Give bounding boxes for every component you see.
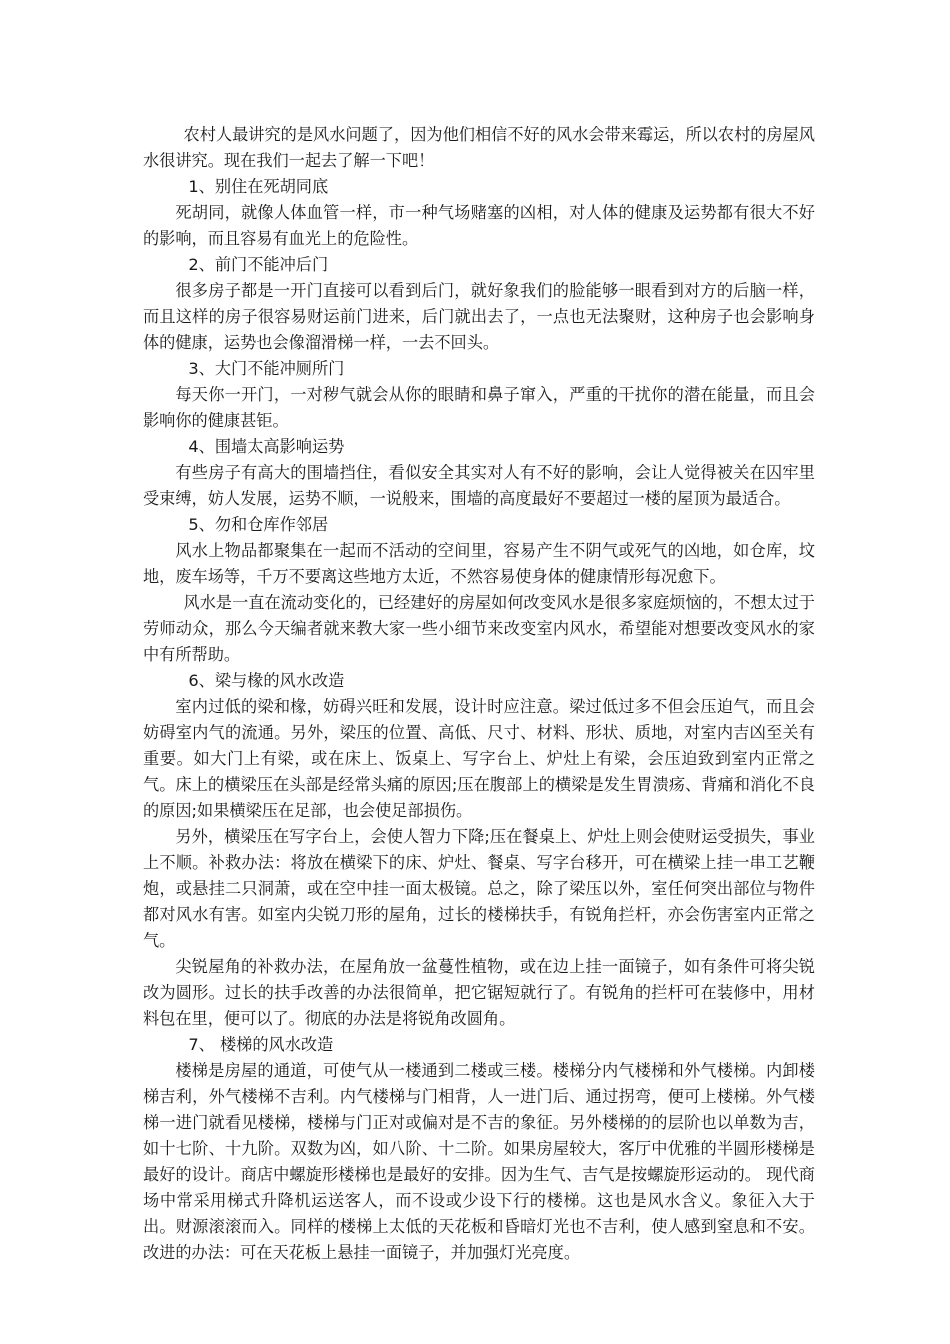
section-heading-3: 3、大门不能冲厕所门 xyxy=(188,359,345,378)
section-paragraph-4: 有些房子有高大的围墙挡住，看似安全其实对人有不好的影响，会让人觉得被关在囚牢里受束缚，妨人发展，运势不顺，一说般来，围墙的高度最好不要超过一楼的屋顶为最适合。 xyxy=(143,463,815,508)
section-heading-6: 6、梁与椽的风水改造 xyxy=(188,671,345,690)
section-paragraph-6c: 尖锐屋角的补救办法，在屋角放一盆蔓性植物，或在边上挂一面镜子，如有条件可将尖锐改为圆形。过长的扶手改善的办法很简单，把它锯短就行了。有锐角的拦杆可在装修中，用材料包在里，便可以了。彻底的办法是将锐角改圆角。 xyxy=(143,957,815,1028)
intro-paragraph: 农村人最讲究的是风水问题了，因为他们相信不好的风水会带来霉运，所以农村的房屋风水很讲究。现在我们一起去了解一下吧！ xyxy=(143,125,815,170)
section-paragraph-7: 楼梯是房屋的通道，可使气从一楼通到二楼或三楼。楼梯分内气楼梯和外气楼梯。内卸楼梯吉利，外气楼梯不吉利。内气楼梯与门相背，人一进门后、通过拐弯，便可上楼梯。外气楼梯一进门就看见楼梯，楼梯与门正对或偏对是不吉的象征。另外楼梯的的层阶也以单数为吉，如十七阶、十九阶。双数为凶，如八阶、十二阶。如果房屋较大，客厅中优雅的半圆形楼梯是最好的设计。商店中螺旋形楼梯也是最好的安排。因为生气、吉气是按螺旋形运动的。 现代商场中常采用梯式升降机运送客人，而不设或少设下行的楼梯。这也是风水含义。象征入大于出。财源滚滚而入。同样的楼梯上太低的天花板和昏暗灯光也不吉利，使人感到窒息和不安。改进的办法：可在天花板上悬挂一面镜子，并加强灯光亮度。 xyxy=(143,1061,815,1262)
section-paragraph-2: 很多房子都是一开门直接可以看到后门，就好象我们的脸能够一眼看到对方的后脑一样，而且这样的房子很容易财运前门进来，后门就出去了，一点也无法聚财，这种房子也会影响身体的健康，运势也会像溜滑梯一样，一去不回头。 xyxy=(143,281,815,352)
section-paragraph-3: 每天你一开门，一对秽气就会从你的眼睛和鼻子窜入，严重的干扰你的潜在能量，而且会影响你的健康甚钜。 xyxy=(143,385,815,430)
transition-paragraph: 风水是一直在流动变化的，已经建好的房屋如何改变风水是很多家庭烦恼的，不想太过于劳师动众，那么今天编者就来教大家一些小细节来改变室内风水，希望能对想要改变风水的家中有所帮助。 xyxy=(143,593,815,664)
section-heading-7: 7、 楼梯的风水改造 xyxy=(188,1035,334,1054)
section-heading-2: 2、前门不能冲后门 xyxy=(188,255,329,274)
section-paragraph-6a: 室内过低的梁和椽，妨碍兴旺和发展，设计时应注意。梁过低过多不但会压迫气，而且会妨碍室内气的流通。另外，梁压的位置、高低、尺寸、材料、形状、质地，对室内吉凶至关有重要。如大门上有梁，或在床上、饭桌上、写字台上、炉灶上有梁，会压迫致到室内正常之气。床上的横梁压在头部是经常头痛的原因;压在腹部上的横梁是发生胃溃疡、背痛和消化不良的原因;如果横梁压在足部，也会使足部损伤。 xyxy=(143,697,815,820)
document-body xyxy=(143,122,815,1266)
section-heading-1: 1、别住在死胡同底 xyxy=(188,177,329,196)
section-paragraph-1: 死胡同，就像人体血管一样，市一种气场赌塞的凶相，对人体的健康及运势都有很大不好的影响，而且容易有血光上的危险性。 xyxy=(143,203,815,248)
section-paragraph-6b: 另外，横梁压在写字台上，会使人智力下降;压在餐桌上、炉灶上则会使财运受损失，事业上不顺。补救办法：将放在横梁下的床、炉灶、餐桌、写字台移开，可在横梁上挂一串工艺鞭炮，或悬挂二只洞萧，或在空中挂一面太极镜。总之，除了梁压以外，室任何突出部位与物件都对风水有害。如室内尖锐刀形的屋角，过长的楼梯扶手，有锐角拦杆，亦会伤害室内正常之气。 xyxy=(143,827,815,950)
section-heading-4: 4、围墙太高影响运势 xyxy=(188,437,345,456)
section-heading-5: 5、勿和仓库作邻居 xyxy=(188,515,329,534)
section-paragraph-5: 风水上物品都聚集在一起而不活动的空间里，容易产生不阴气或死气的凶地，如仓库，坟地，废车场等，千万不要离这些地方太近，不然容易使身体的健康情形每况愈下。 xyxy=(143,541,815,586)
